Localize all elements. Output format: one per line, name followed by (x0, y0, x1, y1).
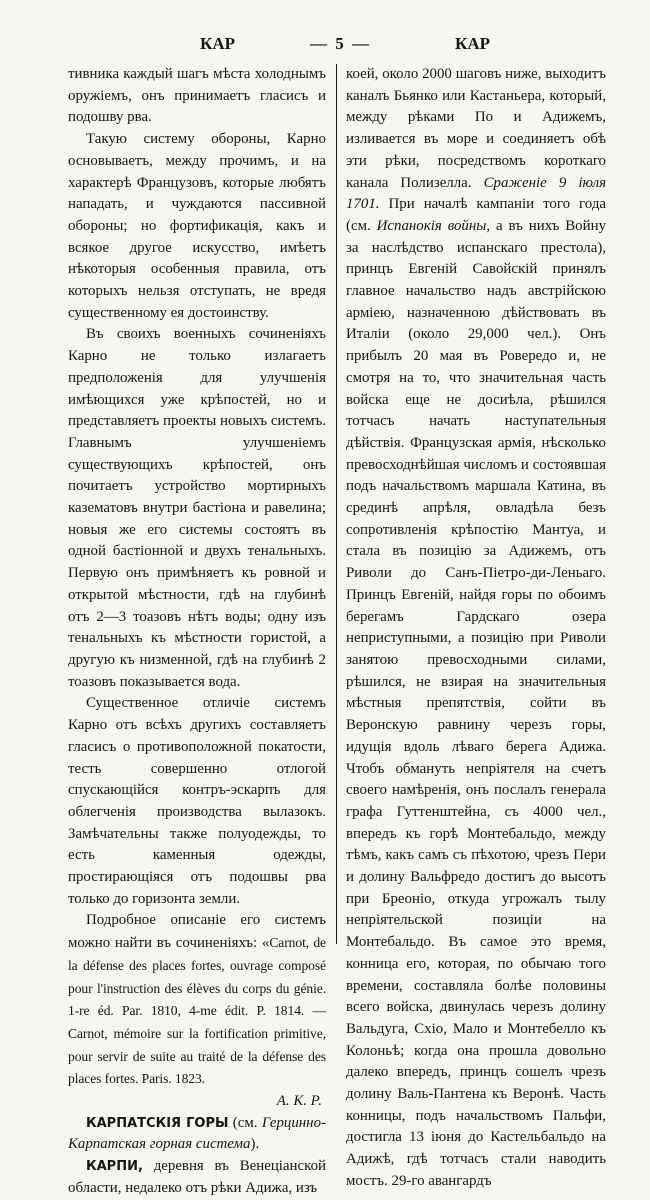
column-divider (336, 64, 337, 944)
paragraph: Существенное отличіе системъ Карно отъ всѣхъ другихъ составляетъ гласисъ о противоположной покатости, тесть совершенно отлогой спускающійся контръ-эскарпъ для облегченія производства вылазокъ. Замѣчательны также полуодежды, то есть каменныя одежды, простирающіяся отъ подошвы рва только до горизонта земли. (68, 695, 326, 907)
page-header (60, 34, 602, 56)
paragraph: Такую систему обороны, Карно основываетъ, между прочимъ, и на характерѣ Французовъ, которые любятъ нападать, и чуждаются пассивной обороны; но фортификація, какъ и всякое другое искусство, имѣетъ нѣкоторыя особенныя правила, отъ которыхъ нельзя отступать, не вредя существенному ея достоинству. (68, 131, 326, 321)
entry-term: КАРПАТСКІЯ ГОРЫ (86, 1115, 229, 1131)
bibliography-paragraph (68, 910, 326, 1091)
right-column (346, 64, 606, 1193)
running-head-right: КАР (455, 34, 490, 53)
left-column (68, 64, 326, 1200)
battle-date: Сраженіе 9 іюля 1701. (346, 174, 607, 213)
running-head-left: КАР (200, 34, 235, 53)
page-number: — 5 — (310, 34, 371, 53)
entry-term: КАРПИ, (86, 1159, 143, 1175)
author-signature: А. К. Р. (276, 1093, 322, 1110)
entry-karpathian-mountains: КАРПАТСКІЯ ГОРЫ (см. Герцинно-Карпатская горная система). (68, 1114, 326, 1153)
bibliography-lead: Подробное описаніе его системъ можно найти въ сочиненіяхъ: « (68, 912, 326, 952)
cross-reference: Испанокія войны (376, 217, 487, 234)
paragraph: тивника каждый шагъ мѣста холоднымъ оружіемъ, онъ принимаетъ гласисъ и подошву рва. (68, 66, 326, 126)
paragraph: Въ своихъ военныхъ сочиненіяхъ Карно не только излагаетъ предположенія для улучшенія имѣющихся уже крѣпостей, но и представляетъ проекты новыхъ системъ. Главнымъ улучшеніемъ существующихъ крѣпостей, онъ почитаетъ устройство мортирныхъ казематовъ внутри бастіона и равелина; новыя же его системы состоятъ въ одной бастіонной и двухъ тенальныхъ. Первую онъ примѣняетъ къ ровной и открытой мѣстности, гдѣ на глубинѣ отъ 2—3 тоазовъ нѣтъ воды; одну изъ тенальныхъ къ мѣстности гористой, а другую къ низменной, гдѣ на глубинѣ 2 тоазовъ показывается вода. (68, 326, 326, 690)
cross-reference: Герцинно-Карпатская горная система (68, 1114, 326, 1153)
bibliography-citation: Carnot, de la défense des places fortes, ouvrage composé pour l'instruction des élèves du corps du génie. 1-re éd. Par. 1810, 4-me édit. P. 1814. — Carnot, mémoire sur la fortification primitive, pour servir de suite au traité de la défense des places fortes. Paris. 1823. (68, 935, 326, 1087)
entry-karpi: КАРПИ, деревня въ Венеціанской области, недалеко отъ рѣки Адижа, изъ (68, 1158, 326, 1196)
paragraph: коей, около 2000 шаговъ ниже, выходитъ каналъ Бьянко или Кастаньера, который, между рѣками По и Адижемъ, изливается въ море и соединяетъ обѣ эти рѣки, посредствомъ короткаго канала Полизелла. Сраженіе 9 іюля 1701. При началѣ кампаніи того года (см. Испанокія войны, а въ нихъ Войну за наслѣдство испанскаго престола), принцъ Евгеній Савойскій принялъ главное начальство надъ австрійскою арміею, назначенною дѣйствовать въ Италіи (около 29,000 чел.). Онъ прибылъ 20 мая въ Ровередо и, не смотря на то, что значительная часть войска еще не досиѣла, рѣшился тотчасъ начать наступательныя дѣйствія. Французская армія, нѣсколько превосходнѣйшая числомъ и состоявшая подъ начальствомъ маршала Катина, въ срединѣ апрѣля, овладѣла безъ сопротивленія крѣпостію Мантуа, и стала въ позицію за Адижемъ, отъ Риволи до Санъ-Піетро-ди-Леньаго. Принцъ Евгеній, найдя горы по обоимъ берегамъ Гардскаго озера неприступными, а позицію при Риволи занятою превосходными силами, рѣшился, не взирая на значительныя мѣстныя препятствія, сойти въ Веронскую равнину черезъ горы, идущія вдоль лѣваго берега Адижа. Чтобъ обмануть непріятеля на счетъ своего намѣренія, онъ послалъ генерала графа Гуттенштейна, съ 4000 чел., впередъ къ горѣ Монтебальдо, между тѣмъ, какъ самъ съ пѣхотою, чрезъ Пери и долину Вальфредо достигъ до высотъ при Бреоніо, откуда угрожалъ тылу непріятельской позиціи на Монтебальдо. Въ самое это время, конница его, которая, по обычаю того времени, составляла болѣе половины всего войска, двинулась черезъ долину Вальдуга, Сxіо, Мало и Монтебелло къ Колоньѣ; когда она прошла довольно далеко впередъ, принцъ сошелъ чрезъ долину Валь-Пантена къ Веронѣ. Часть конницы, подъ начальствомъ Пальфи, достигла 13 іюня до Кастельбальдо на Адижѣ, гдѣ тотчасъ стали наводить мостъ. 29-го авангардъ (346, 66, 607, 1189)
